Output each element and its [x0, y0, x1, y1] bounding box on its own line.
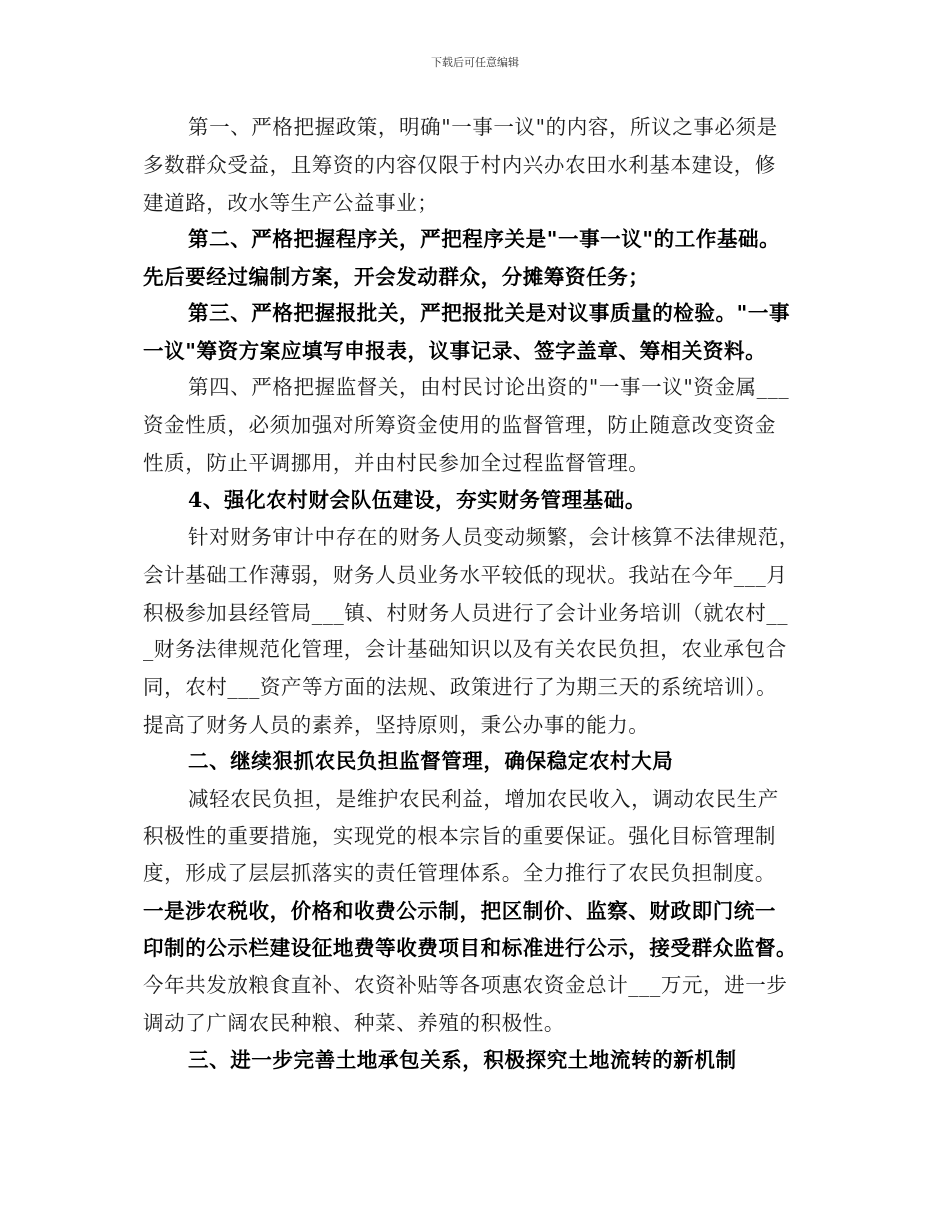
paragraph-line: 度，形成了层层抓落实的责任管理体系。全力推行了农民负担制度。 — [143, 861, 776, 885]
section-heading: 4、强化农村财会队伍建设，夯实财务管理基础。 — [188, 488, 646, 512]
paragraph-line: 针对财务审计中存在的财务人员变动频繁，会计核算不法律规范， — [188, 525, 800, 549]
paragraph-line: 减轻农民负担，是维护农民利益，增加农民收入，调动农民生产 — [188, 787, 779, 811]
paragraph-line: 一议"筹资方案应填写申报表，议事记录、签字盖章、筹相关资料。 — [143, 339, 767, 363]
paragraph-line: 一是涉农税收，价格和收费公示制，把区制价、监察、财政即门统一 — [143, 899, 776, 923]
paragraph-line: 资金性质，必须加强对所筹资金使用的监督管理，防止随意改变资金 — [143, 413, 776, 437]
page-header: 下载后可任意编辑 — [431, 56, 519, 69]
paragraph-line: 积极参加县经管局___镇、村财务人员进行了会计业务培训（就农村__ — [143, 601, 789, 625]
section-heading: 三、进一步完善土地承包关系，积极探究土地流转的新机制 — [188, 1048, 737, 1072]
paragraph-line: 第一、严格把握政策，明确"一事一议"的内容，所议之事必须是 — [188, 115, 778, 139]
paragraph-line: 第四、严格把握监督关，由村民讨论出资的"一事一议"资金属___ — [188, 375, 790, 399]
paragraph-line: 积极性的重要措施，实现党的根本宗旨的重要保证。强化目标管理制 — [143, 824, 776, 848]
paragraph-line: 今年共发放粮食直补、农资补贴等各项惠农资金总计___万元，进一步 — [143, 973, 788, 997]
paragraph-line: 会计基础工作薄弱，财务人员业务水平较低的现状。我站在今年___月 — [143, 563, 788, 587]
paragraph-line: 印制的公示栏建设征地费等收费项目和标准进行公示，接受群众监督。 — [143, 936, 798, 960]
section-heading: 二、继续狠抓农民负担监督管理，确保稳定农村大局 — [188, 749, 674, 773]
paragraph-line: 性质，防止平调挪用，并由村民参加全过程监督管理。 — [143, 451, 650, 475]
paragraph-line: 提高了财务人员的素养，坚持原则，秉公办事的能力。 — [143, 713, 650, 737]
paragraph-line: 第二、严格把握程序关，严把程序关是"一事一议"的工作基础。 — [188, 227, 781, 251]
paragraph-line: _财务法律规范化管理，会计基础知识以及有关农民负担，农业承包合 — [143, 637, 787, 661]
paragraph-line: 多数群众受益，且筹资的内容仅限于村内兴办农田水利基本建设，修 — [143, 153, 776, 177]
paragraph-line: 同，农村___资产等方面的法规、政策进行了为期三天的系统培训）。 — [143, 675, 778, 699]
paragraph-line: 建道路，改水等生产公益事业； — [143, 191, 439, 215]
paragraph-line: 第三、严格把握报批关，严把报批关是对议事质量的检验。"一事 — [188, 301, 791, 325]
paragraph-line: 先后要经过编制方案，开会发动群众，分摊筹资任务； — [143, 265, 650, 289]
paragraph-line: 调动了广阔农民种粮、种菜、养殖的积极性。 — [143, 1011, 565, 1035]
